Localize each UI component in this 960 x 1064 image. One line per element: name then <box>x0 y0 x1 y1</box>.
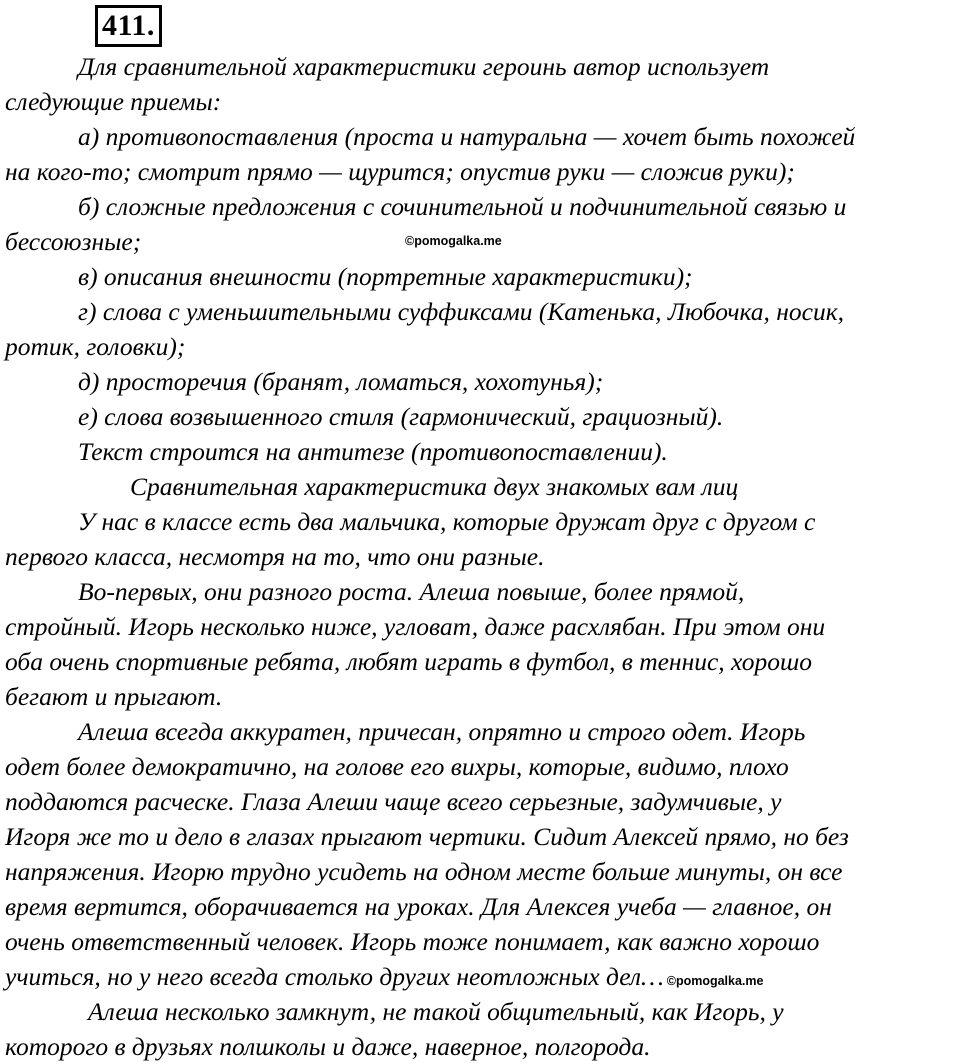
text-line-2: следующие приемы: <box>5 87 222 116</box>
watermark-bottom: ©pomogalka.me <box>666 974 764 988</box>
text-line-18: оба очень спортивные ребята, любят играть в футбол, в теннис, хорошо <box>5 647 812 676</box>
text-line-22: поддаются расческе. Глаза Алеши чаще всего серьезные, задумчивые, у <box>5 787 782 816</box>
text-line-27-text: учиться, но у него всегда столько других неотложных дел… <box>5 962 664 991</box>
text-line-20: Алеша всегда аккуратен, причесан, опрятно и строго одет. Игорь <box>78 717 806 746</box>
text-line-26: очень ответственный человек. Игорь тоже понимает, как важно хорошо <box>5 927 820 956</box>
text-line-24: напряжения. Игорю трудно усидеть на одном месте больше минуты, он все <box>5 857 843 886</box>
text-line-28: Алеша несколько замкнут, не такой общительный, как Игорь, у <box>88 997 784 1026</box>
watermark-top: ©pomogalka.me <box>405 234 502 248</box>
text-line-3: а) противопоставления (проста и натуральна — хочет быть похожей <box>78 122 856 151</box>
text-line-19: бегают и прыгают. <box>5 682 223 711</box>
text-line-6: бессоюзные; <box>5 227 142 256</box>
text-line-8: г) слова с уменьшительными суффиксами (Катенька, Любочка, носик, <box>78 297 845 326</box>
text-line-21: одет более демократично, на голове его вихры, которые, видимо, плохо <box>5 752 789 781</box>
text-line-10: д) просторечия (бранят, ломаться, хохотунья); <box>78 367 604 396</box>
text-line-14: У нас в классе есть два мальчика, которые дружат друг с другом с <box>78 507 816 536</box>
text-line-11: е) слова возвышенного стиля (гармонический, грациозный). <box>78 402 724 431</box>
text-line-23: Игоря же то и дело в глазах прыгают чертики. Сидит Алексей прямо, но без <box>5 822 849 851</box>
text-line-5: б) сложные предложения с сочинительной и подчинительной связью и <box>78 192 847 221</box>
text-line-1: Для сравнительной характеристики героинь автор использует <box>78 52 770 81</box>
text-line-29: которого в друзьях полшколы и даже, наверное, полгорода. <box>5 1032 651 1061</box>
text-line-7: в) описания внешности (портретные характеристики); <box>78 262 693 291</box>
text-line-16: Во-первых, они разного роста. Алеша повыше, более прямой, <box>78 577 745 606</box>
text-line-27 <box>5 962 763 996</box>
text-line-4: на кого-то; смотрит прямо — щурится; опустив руки — сложив руки); <box>5 157 795 186</box>
text-line-17: стройный. Игорь несколько ниже, угловат, даже расхлябан. При этом они <box>5 612 826 641</box>
text-line-12: Текст строится на антитезе (противопоставлении). <box>78 437 668 466</box>
text-line-15: первого класса, несмотря на то, что они разные. <box>5 542 545 571</box>
exercise-number-box: 411. <box>95 5 162 47</box>
text-line-9: ротик, головки); <box>5 332 186 361</box>
section-heading: Сравнительная характеристика двух знакомых вам лиц <box>130 472 739 501</box>
text-line-25: время вертится, оборачивается на уроках. Для Алексея учеба — главное, он <box>5 892 832 921</box>
